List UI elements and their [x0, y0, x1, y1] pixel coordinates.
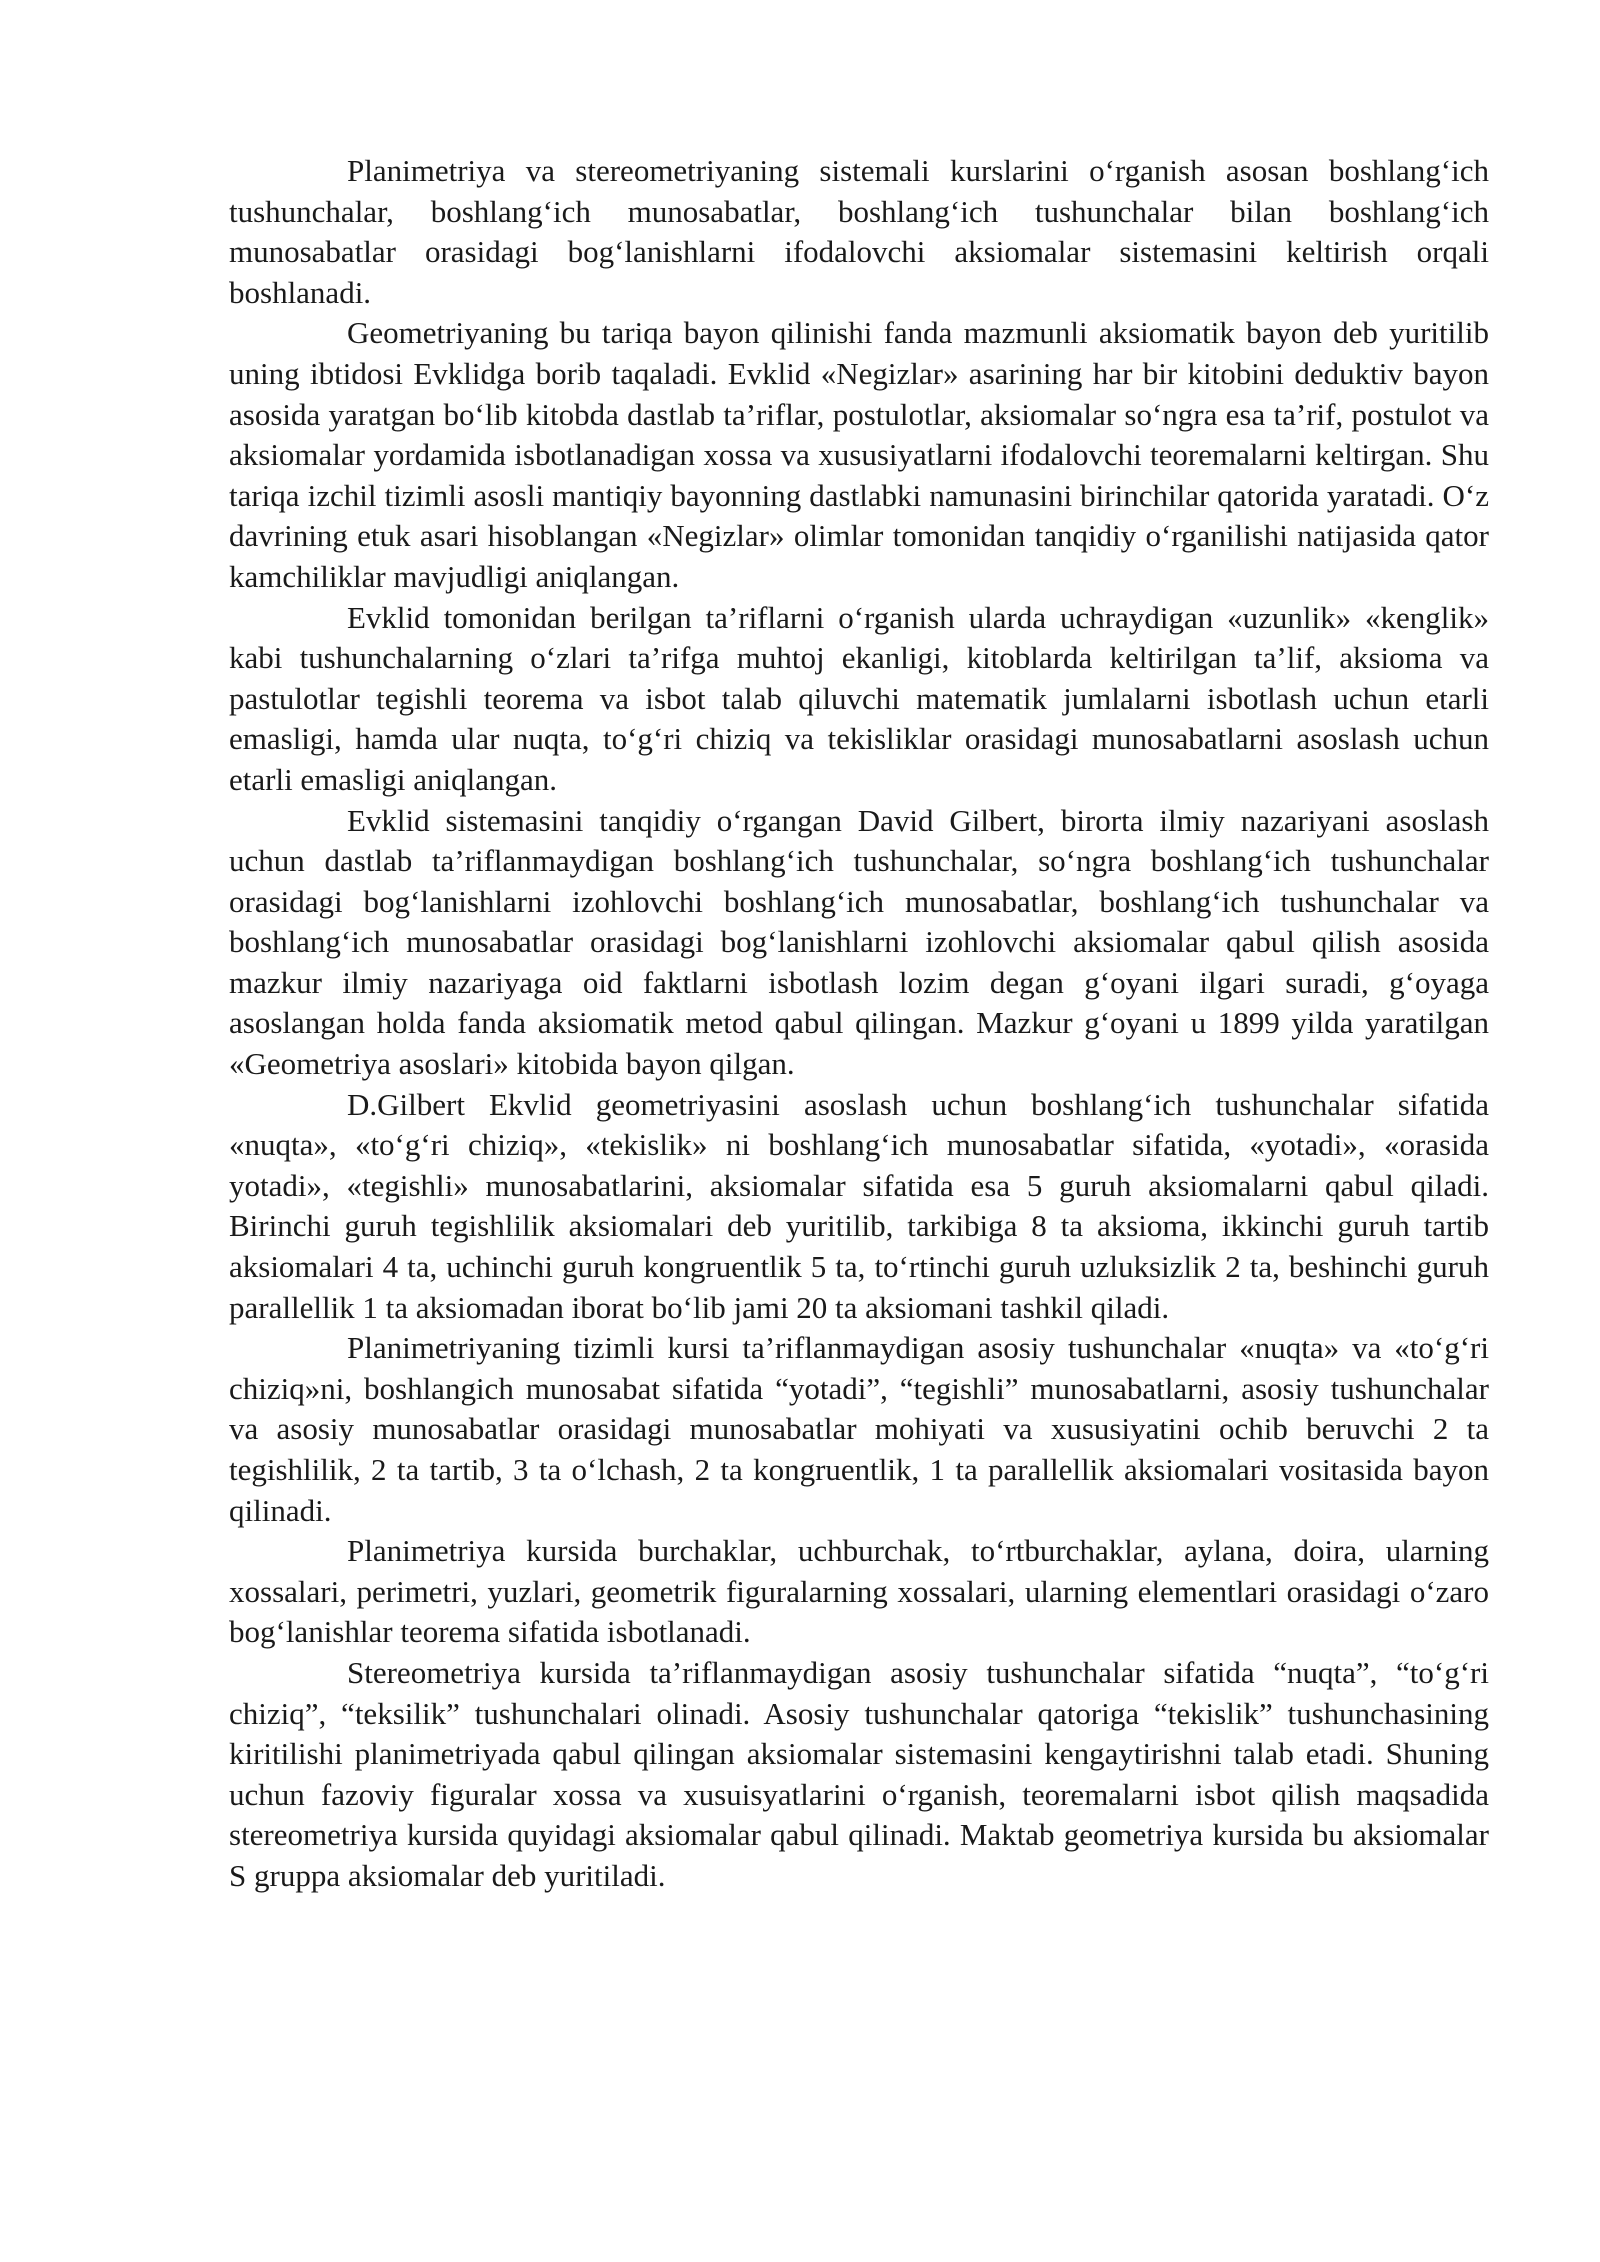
- paragraph: Evklid tomonidan berilgan ta’riflarni o‘rganish ularda uchraydigan «uzunlik» «kenglik» kabi tushunchalarning o‘zlari ta’rifga muhtoj ekanligi, kitoblarda keltirilgan ta’lif, aksioma va pastulotlar tegishli teorema va isbot talab qiluvchi matematik jumlalarni isbotlash uchun etarli emasligi, hamda ular nuqta, to‘g‘ri chiziq va tekisliklar orasidagi munosabatlarni asoslash uchun etarli emasligi aniqlangan.: [229, 599, 1489, 797]
- document-page: [229, 151, 1489, 1897]
- paragraph: Evklid sistemasini tanqidiy o‘rgangan David Gilbert, birorta ilmiy nazariyani asoslash uchun dastlab ta’riflanmaydigan boshlang‘ich tushunchalar, so‘ngra boshlang‘ich tushunchalar orasidagi bog‘lanishlarni izohlovchi boshlang‘ich munosabatlar, boshlang‘ich tushunchalar va boshlang‘ich munosabatlar orasidagi bog‘lanishlarni izohlovchi aksiomalar qabul qilish asosida mazkur ilmiy nazariyaga oid faktlarni isbotlash lozim degan g‘oyani ilgari suradi, g‘oyaga asoslangan holda fanda aksiomatik metod qabul qilingan. Mazkur g‘oyani u 1899 yilda yaratilgan «Geometriya asoslari» kitobida bayon qilgan.: [229, 802, 1489, 1082]
- paragraph: Planimetriya kursida burchaklar, uchburchak, to‘rtburchaklar, aylana, doira, ularning xossalari, perimetri, yuzlari, geometrik figuralarning xossalari, ularning elementlari orasidagi o‘zaro bog‘lanishlar teorema sifatida isbotlanadi.: [229, 1533, 1489, 1650]
- paragraph: D.Gilbert Ekvlid geometriyasini asoslash uchun boshlang‘ich tushunchalar sifatida «nuqta», «to‘g‘ri chiziq», «tekislik» ni boshlang‘ich munosabatlar sifatida, «yotadi», «orasida yotadi», «tegishli» munosabatlarini, aksiomalar sifatida esa 5 guruh aksiomalarni qabul qiladi. Birinchi guruh tegishlilik aksiomalari deb yuritilib, tarkibiga 8 ta aksioma, ikkinchi guruh tartib aksiomalari 4 ta, uchinchi guruh kongruentlik 5 ta, to‘rtinchi guruh uzluksizlik 2 ta, beshinchi guruh parallellik 1 ta aksiomadan iborat bo‘lib jami 20 ta aksiomani tashkil qiladi.: [229, 1086, 1489, 1325]
- paragraph: Planimetriyaning tizimli kursi ta’riflanmaydigan asosiy tushunchalar «nuqta» va «to‘g‘ri chiziq»ni, boshlangich munosabat sifatida “yotadi”, “tegishli” munosabatlarni, asosiy tushunchalar va asosiy munosabatlar orasidagi munosabatlar mohiyati va xususiyatini ochib beruvchi 2 ta tegishlilik, 2 ta tartib, 3 ta o‘lchash, 2 ta kongruentlik, 1 ta parallellik aksiomalari vositasida bayon qilinadi.: [229, 1330, 1489, 1528]
- paragraph: Geometriyaning bu tariqa bayon qilinishi fanda mazmunli aksiomatik bayon deb yuritilib uning ibtidosi Evklidga borib taqaladi. Evklid «Negizlar» asarining har bir kitobini deduktiv bayon asosida yaratgan bo‘lib kitobda dastlab ta’riflar, postulotlar, aksiomalar so‘ngra esa ta’rif, postulot va aksiomalar yordamida isbotlanadigan xossa va xususiyatlarni ifodalovchi teoremalarni keltirgan. Shu tariqa izchil tizimli asosli mantiqiy bayonning dastlabki namunasini birinchilar qatorida yaratadi. O‘z davrining etuk asari hisoblangan «Negizlar» olimlar tomonidan tanqidiy o‘rganilishi natijasida qator kamchiliklar mavjudligi aniqlangan.: [229, 315, 1489, 594]
- paragraph: Stereometriya kursida ta’riflanmaydigan asosiy tushunchalar sifatida “nuqta”, “to‘g‘ri chiziq”, “teksilik” tushunchalari olinadi. Asosiy tushunchalar qatoriga “tekislik” tushunchasining kiritilishi planimetriyada qabul qilingan aksiomalar sistemasini kengaytirishni talab etadi. Shuning uchun fazoviy figuralar xossa va xusuisyatlarini o‘rganish, teoremalarni isbot qilish maqsadida stereometriya kursida quyidagi aksiomalar qabul qilinadi. Maktab geometriya kursida bu aksiomalar S gruppa aksiomalar deb yuritiladi.: [229, 1654, 1489, 1893]
- paragraph: Planimetriya va stereometriyaning sistemali kurslarini o‘rganish asosan boshlang‘ich tushunchalar, boshlang‘ich munosabatlar, boshlang‘ich tushunchalar bilan boshlang‘ich munosabatlar orasidagi bog‘lanishlarni ifodalovchi aksiomalar sistemasini keltirish orqali boshlanadi.: [229, 153, 1489, 310]
